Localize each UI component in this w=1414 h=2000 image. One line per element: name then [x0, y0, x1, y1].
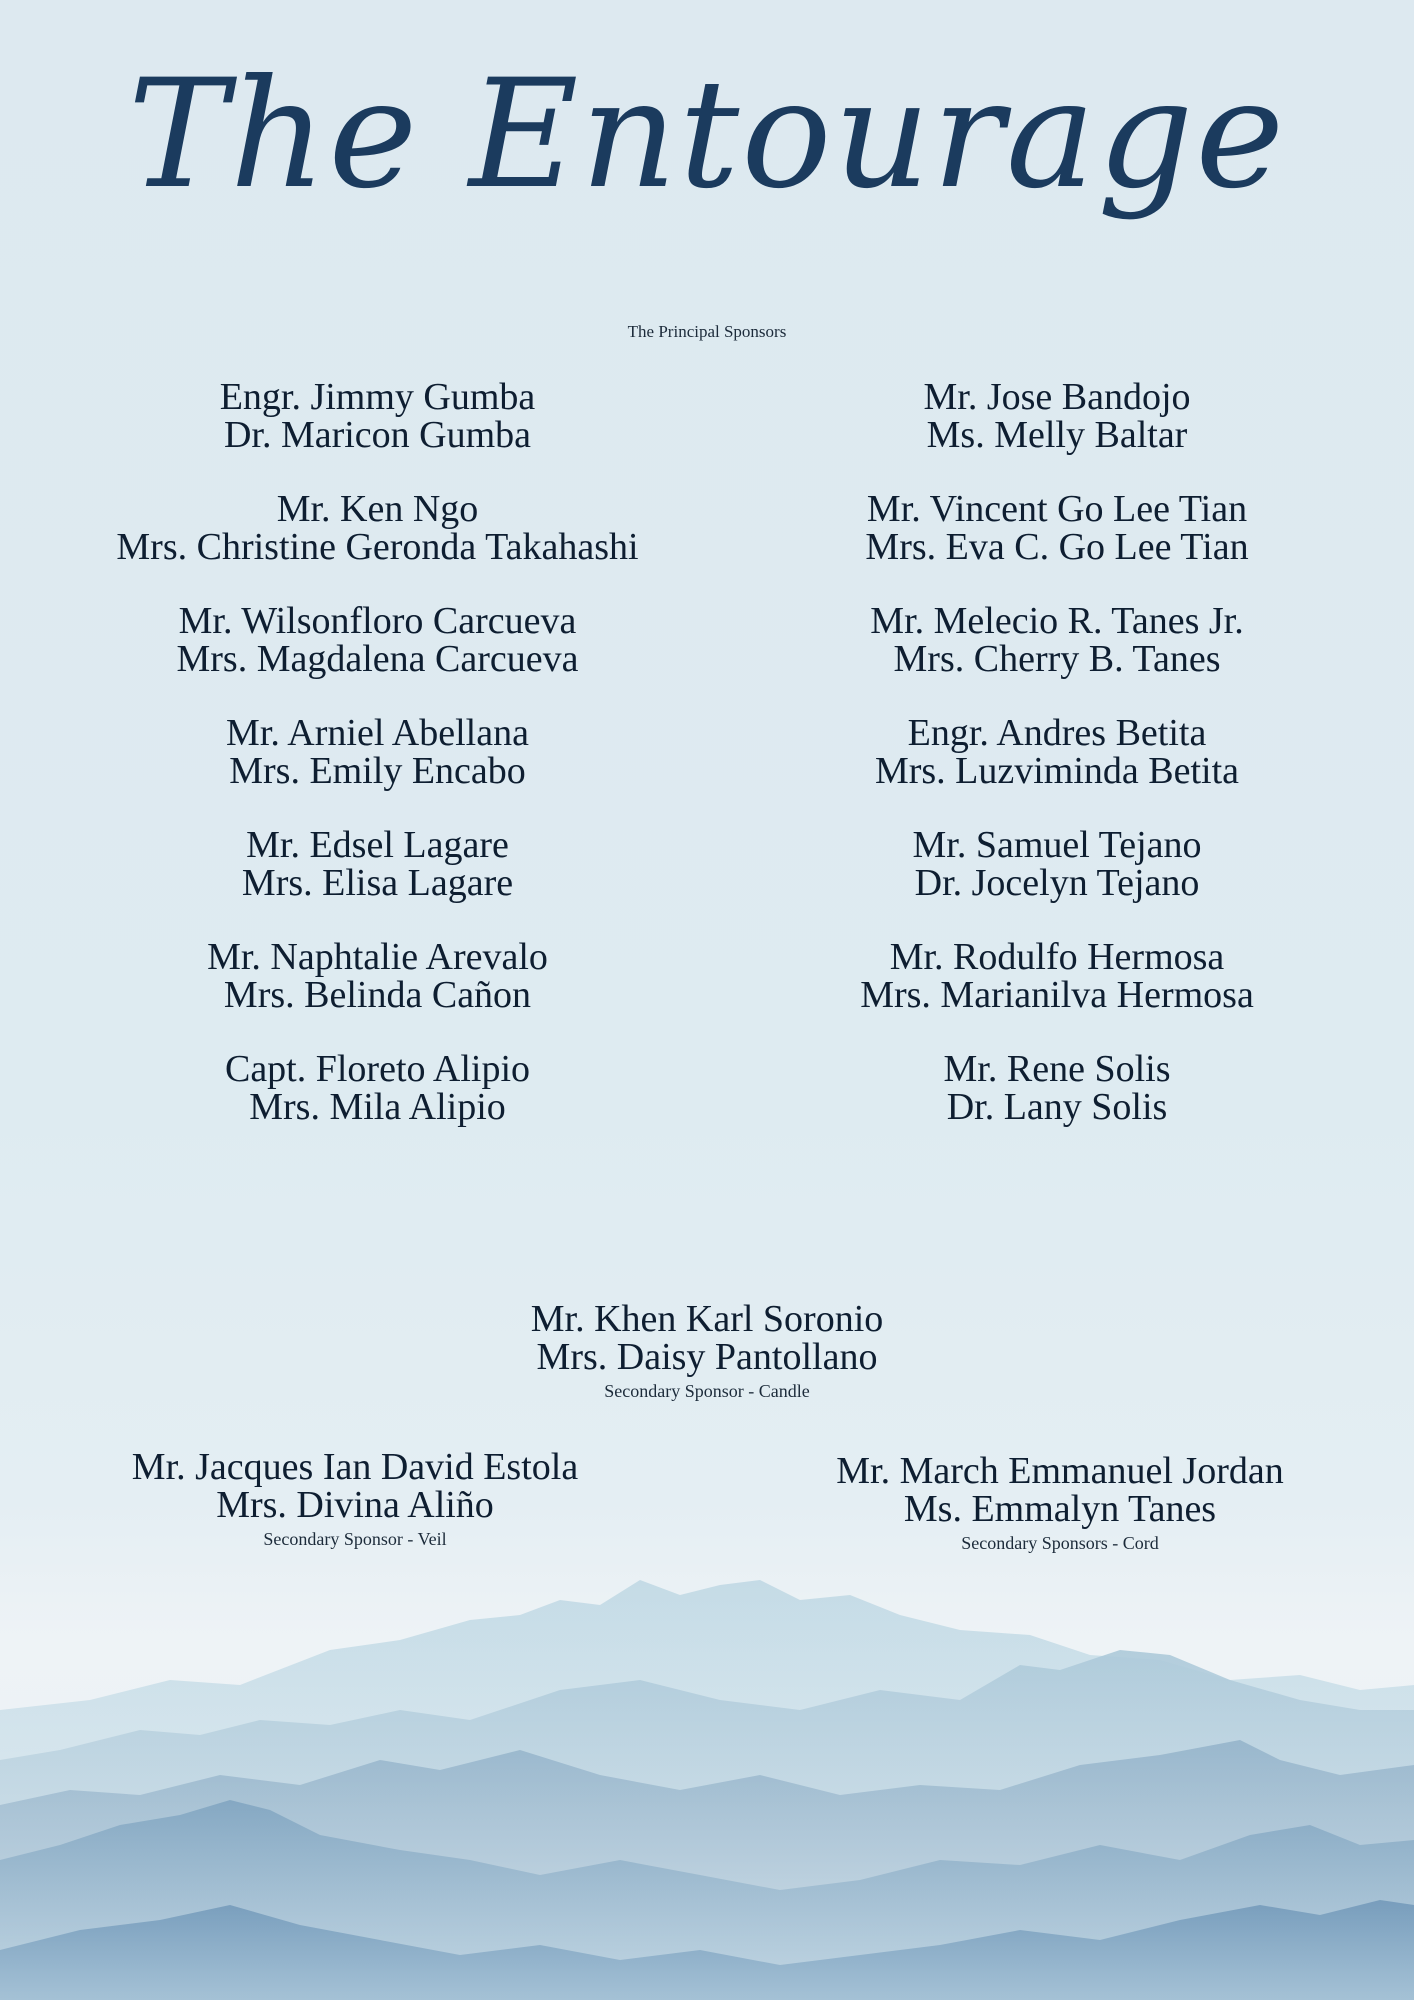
sponsor-couple — [707, 1050, 1407, 1162]
sponsor-name: Mrs. Divina Aliño — [216, 1484, 494, 1526]
secondary-sponsor-cord — [760, 1452, 1360, 1556]
sponsor-name: Mr. March Emmanuel Jordan — [836, 1450, 1284, 1492]
sponsor-name: Mrs. Mila Alipio — [249, 1086, 506, 1128]
sponsor-name: Dr. Lany Solis — [946, 1086, 1168, 1128]
sponsor-role: Secondary Sponsor - Candle — [604, 1381, 810, 1401]
principal-sponsors-right-column — [707, 378, 1407, 1162]
sponsor-name: Mr. Rodulfo Hermosa — [889, 936, 1225, 978]
sponsor-name: Mr. Ken Ngo — [276, 488, 479, 530]
sponsor-name: Mrs. Eva C. Go Lee Tian — [865, 526, 1249, 568]
sponsor-name: Mrs. Daisy Pantollano — [536, 1336, 878, 1378]
sponsor-name: Mr. Vincent Go Lee Tian — [866, 488, 1248, 530]
sponsor-couple — [707, 490, 1407, 602]
sponsor-name: Mrs. Luzviminda Betita — [874, 750, 1240, 792]
page-title: The Entourage — [127, 48, 1287, 222]
sponsor-name: Dr. Jocelyn Tejano — [914, 862, 1200, 904]
sponsor-name: Mrs. Cherry B. Tanes — [893, 638, 1221, 680]
sponsor-name: Mrs. Magdalena Carcueva — [176, 638, 579, 680]
sponsor-name: Mr. Jacques Ian David Estola — [131, 1446, 579, 1488]
sponsor-name: Mr. Melecio R. Tanes Jr. — [870, 600, 1244, 642]
sponsor-name: Mr. Samuel Tejano — [912, 824, 1202, 866]
sponsor-couple — [24, 938, 731, 1050]
sponsor-role: Secondary Sponsors - Cord — [961, 1533, 1159, 1553]
sponsor-role: Secondary Sponsor - Veil — [263, 1529, 447, 1549]
section-label-principal-sponsors: The Principal Sponsors — [627, 322, 787, 341]
sponsor-couple — [707, 378, 1407, 490]
secondary-sponsor-candle — [0, 1300, 1414, 1404]
sponsor-name: Mrs. Elisa Lagare — [241, 862, 514, 904]
sponsor-name: Mr. Edsel Lagare — [246, 824, 509, 866]
sponsor-couple — [24, 826, 731, 938]
secondary-sponsor-veil — [60, 1448, 650, 1552]
sponsor-name: Mrs. Emily Encabo — [229, 750, 526, 792]
sponsor-couple — [707, 714, 1407, 826]
sponsor-name: Ms. Emmalyn Tanes — [903, 1488, 1217, 1530]
sponsor-name: Mr. Wilsonfloro Carcueva — [178, 600, 577, 642]
principal-sponsors-left-column — [24, 378, 731, 1162]
sponsor-couple — [24, 1050, 731, 1162]
sponsor-name: Mr. Khen Karl Soronio — [530, 1298, 884, 1340]
sponsor-name: Mr. Rene Solis — [943, 1048, 1171, 1090]
sponsor-name: Mrs. Belinda Cañon — [223, 974, 532, 1016]
sponsor-name: Mr. Jose Bandojo — [923, 376, 1191, 418]
sponsor-name: Mr. Naphtalie Arevalo — [207, 936, 548, 978]
sponsor-name: Mr. Arniel Abellana — [226, 712, 529, 754]
sponsor-name: Engr. Andres Betita — [907, 712, 1207, 754]
sponsor-couple — [707, 938, 1407, 1050]
sponsor-name: Mrs. Christine Geronda Takahashi — [116, 526, 639, 568]
sponsor-name: Engr. Jimmy Gumba — [219, 376, 536, 418]
sponsor-couple — [707, 826, 1407, 938]
sponsor-couple — [24, 490, 731, 602]
sponsor-name: Ms. Melly Baltar — [926, 414, 1188, 456]
sponsor-name: Capt. Floreto Alipio — [224, 1048, 531, 1090]
sponsor-couple — [24, 714, 731, 826]
sponsor-name: Dr. Maricon Gumba — [223, 414, 532, 456]
sponsor-couple — [707, 602, 1407, 714]
mountain-landscape-illustration — [0, 1560, 1414, 2000]
sponsor-couple — [24, 602, 731, 714]
sponsor-name: Mrs. Marianilva Hermosa — [860, 974, 1254, 1016]
sponsor-couple — [24, 378, 731, 490]
